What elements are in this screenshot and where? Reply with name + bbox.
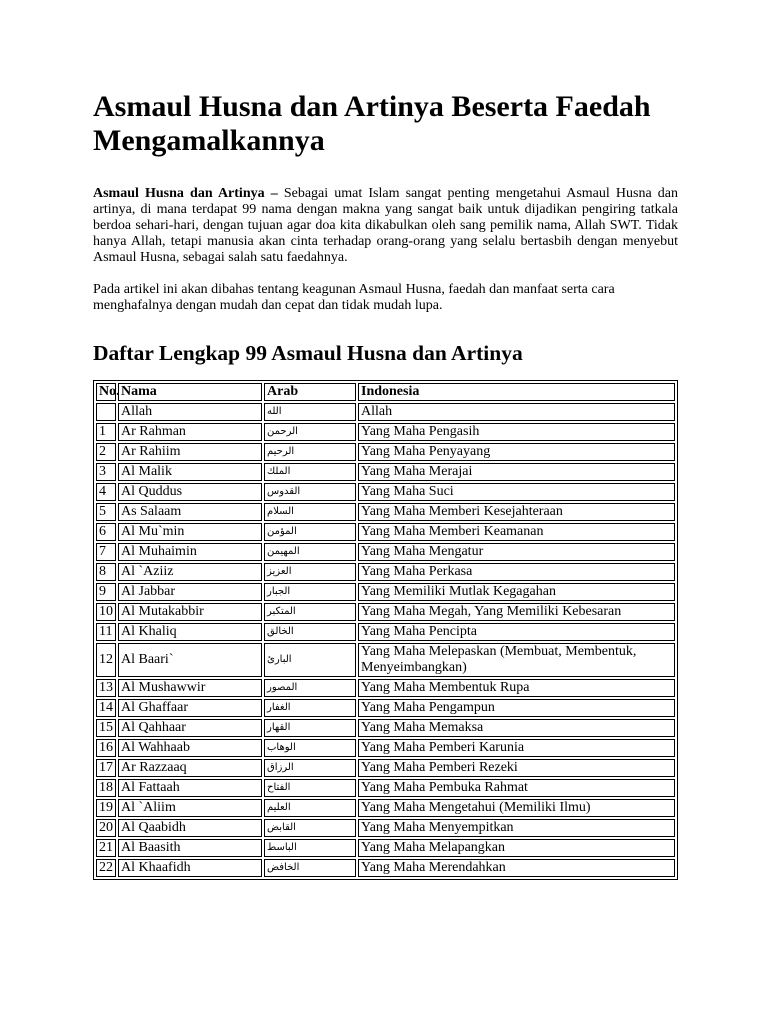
cell-indonesia: Yang Maha Menyempitkan: [358, 819, 675, 837]
cell-indonesia: Yang Maha Melepaskan (Membuat, Membentuk, Menyeimbangkan): [358, 643, 675, 677]
cell-indonesia: Yang Maha Pemberi Rezeki: [358, 759, 675, 777]
cell-no: 8: [96, 563, 116, 581]
table-row: [96, 779, 675, 797]
cell-nama: Allah: [118, 403, 262, 421]
cell-indonesia: Yang Maha Melapangkan: [358, 839, 675, 857]
cell-arab: الجبار: [264, 583, 356, 601]
table-row: [96, 819, 675, 837]
cell-no: 3: [96, 463, 116, 481]
cell-no: 10: [96, 603, 116, 621]
cell-arab: القدوس: [264, 483, 356, 501]
table-row: [96, 603, 675, 621]
table-row: [96, 679, 675, 697]
cell-nama: Al Fattaah: [118, 779, 262, 797]
cell-arab: المؤمن: [264, 523, 356, 541]
header-arab: Arab: [264, 383, 356, 401]
cell-arab: المصور: [264, 679, 356, 697]
cell-nama: Ar Rahman: [118, 423, 262, 441]
table-row: [96, 523, 675, 541]
table-row: [96, 483, 675, 501]
cell-arab: الفتاح: [264, 779, 356, 797]
table-row: [96, 719, 675, 737]
cell-no: 19: [96, 799, 116, 817]
cell-arab: الرحمن: [264, 423, 356, 441]
cell-indonesia: Yang Maha Perkasa: [358, 563, 675, 581]
cell-no: 5: [96, 503, 116, 521]
cell-nama: Al Mushawwir: [118, 679, 262, 697]
cell-no: 14: [96, 699, 116, 717]
cell-arab: الملك: [264, 463, 356, 481]
table-row: [96, 463, 675, 481]
cell-arab: الخافض: [264, 859, 356, 877]
table-row: [96, 859, 675, 877]
table-row: [96, 839, 675, 857]
table-row: [96, 503, 675, 521]
cell-no: 16: [96, 739, 116, 757]
cell-no: 9: [96, 583, 116, 601]
cell-indonesia: Yang Maha Memberi Keamanan: [358, 523, 675, 541]
cell-arab: البارئ: [264, 643, 356, 677]
cell-nama: Al Baari`: [118, 643, 262, 677]
cell-nama: Ar Rahiim: [118, 443, 262, 461]
table-row: [96, 643, 675, 677]
page-title: Asmaul Husna dan Artinya Beserta Faedah Mengamalkannya: [93, 90, 651, 157]
table-row: [96, 623, 675, 641]
cell-arab: الرحيم: [264, 443, 356, 461]
cell-arab: الرزاق: [264, 759, 356, 777]
cell-indonesia: Yang Maha Membentuk Rupa: [358, 679, 675, 697]
header-no: No.: [96, 383, 116, 401]
cell-indonesia: Yang Maha Memberi Kesejahteraan: [358, 503, 675, 521]
table-row: [96, 799, 675, 817]
table-row: [96, 443, 675, 461]
cell-nama: Ar Razzaaq: [118, 759, 262, 777]
cell-no: 20: [96, 819, 116, 837]
cell-nama: Al Ghaffaar: [118, 699, 262, 717]
table-row: [96, 543, 675, 561]
cell-nama: Al Jabbar: [118, 583, 262, 601]
cell-no: 12: [96, 643, 116, 677]
cell-nama: Al `Aziiz: [118, 563, 262, 581]
article-paragraph: Pada artikel ini akan dibahas tentang keagunan Asmaul Husna, faedah dan manfaat serta cara menghafalnya dengan mudah dan cepat dan tidak mudah lupa.: [93, 282, 615, 313]
cell-nama: Al Malik: [118, 463, 262, 481]
table-row: [96, 563, 675, 581]
cell-arab: العليم: [264, 799, 356, 817]
cell-no: 13: [96, 679, 116, 697]
cell-no: 22: [96, 859, 116, 877]
cell-nama: Al Qahhaar: [118, 719, 262, 737]
cell-arab: الباسط: [264, 839, 356, 857]
cell-nama: Al Khaliq: [118, 623, 262, 641]
cell-nama: Al Muhaimin: [118, 543, 262, 561]
cell-no: 21: [96, 839, 116, 857]
cell-indonesia: Yang Maha Memaksa: [358, 719, 675, 737]
cell-nama: Al Khaafidh: [118, 859, 262, 877]
cell-indonesia: Yang Maha Pembuka Rahmat: [358, 779, 675, 797]
asmaul-husna-table: [93, 380, 678, 880]
cell-arab: العزيز: [264, 563, 356, 581]
table-row: [96, 423, 675, 441]
section-heading: Daftar Lengkap 99 Asmaul Husna dan Artinya: [93, 341, 523, 365]
cell-arab: الغفار: [264, 699, 356, 717]
cell-nama: Al `Aliim: [118, 799, 262, 817]
cell-no: 1: [96, 423, 116, 441]
cell-indonesia: Yang Maha Pemberi Karunia: [358, 739, 675, 757]
table-row: [96, 759, 675, 777]
cell-indonesia: Yang Maha Pencipta: [358, 623, 675, 641]
cell-indonesia: Yang Maha Suci: [358, 483, 675, 501]
cell-indonesia: Yang Maha Mengatur: [358, 543, 675, 561]
cell-no: 17: [96, 759, 116, 777]
table-body: [96, 403, 675, 877]
cell-arab: المتكبر: [264, 603, 356, 621]
table-header-row: [96, 383, 675, 401]
cell-indonesia: Yang Maha Megah, Yang Memiliki Kebesaran: [358, 603, 675, 621]
cell-arab: الوهاب: [264, 739, 356, 757]
intro-lead: Asmaul Husna dan Artinya –: [93, 186, 278, 201]
cell-nama: Al Mu`min: [118, 523, 262, 541]
cell-no: 7: [96, 543, 116, 561]
table-row: [96, 583, 675, 601]
cell-nama: Al Mutakabbir: [118, 603, 262, 621]
cell-arab: السلام: [264, 503, 356, 521]
cell-indonesia: Yang Maha Penyayang: [358, 443, 675, 461]
cell-indonesia: Yang Maha Pengasih: [358, 423, 675, 441]
table-row: [96, 739, 675, 757]
cell-indonesia: Yang Maha Mengetahui (Memiliki Ilmu): [358, 799, 675, 817]
cell-indonesia: Yang Memiliki Mutlak Kegagahan: [358, 583, 675, 601]
cell-arab: الله: [264, 403, 356, 421]
intro-paragraph: [93, 186, 678, 266]
cell-no: 15: [96, 719, 116, 737]
cell-indonesia: Yang Maha Merendahkan: [358, 859, 675, 877]
cell-indonesia: Allah: [358, 403, 675, 421]
cell-nama: As Salaam: [118, 503, 262, 521]
cell-no: 18: [96, 779, 116, 797]
cell-nama: Al Wahhaab: [118, 739, 262, 757]
document-page: [93, 90, 678, 880]
cell-no: 11: [96, 623, 116, 641]
cell-arab: الخالق: [264, 623, 356, 641]
cell-arab: القهار: [264, 719, 356, 737]
cell-arab: القابض: [264, 819, 356, 837]
cell-nama: Al Qaabidh: [118, 819, 262, 837]
cell-arab: المهيمن: [264, 543, 356, 561]
table-row: [96, 699, 675, 717]
cell-no: 6: [96, 523, 116, 541]
cell-nama: Al Baasith: [118, 839, 262, 857]
cell-indonesia: Yang Maha Pengampun: [358, 699, 675, 717]
cell-no: [96, 403, 116, 421]
cell-nama: Al Quddus: [118, 483, 262, 501]
table-row: [96, 403, 675, 421]
header-nama: Nama: [118, 383, 262, 401]
cell-no: 4: [96, 483, 116, 501]
cell-indonesia: Yang Maha Merajai: [358, 463, 675, 481]
header-indonesia: Indonesia: [358, 383, 675, 401]
intro-body: Sebagai umat Islam sangat penting mengetahui Asmaul Husna dan artinya, di mana terdapat 99 nama dengan makna yang sangat baik untuk dijadikan pengiring tatkala berdoa sehari-hari, dengan tujuan agar doa kita dikabulkan oleh sang pemilik nama, Allah SWT. Tidak hanya Allah, tetapi manusia akan cinta terhadap orang-orang yang selalu bertasbih dengan menyebut Asmaul Husna, sebagai salah satu faedahnya.: [93, 186, 679, 265]
cell-no: 2: [96, 443, 116, 461]
